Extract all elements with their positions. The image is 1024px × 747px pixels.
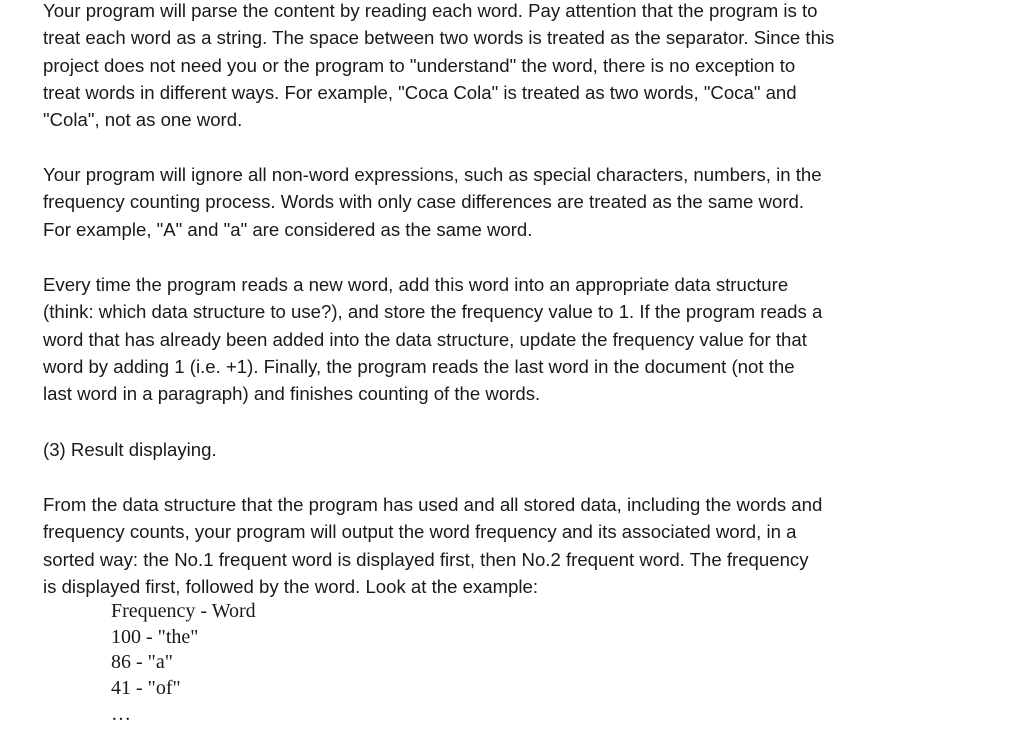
example-ellipsis: … — [111, 703, 132, 725]
text-line: From the data structure that the program has used and all stored data, including the words and — [43, 494, 823, 515]
text-line: treat words in different ways. For example, "Coca Cola" is treated as two words, "Coca" and — [43, 81, 797, 103]
text-line: "Cola", not as one word. — [43, 109, 243, 131]
text-line: Every time the program reads a new word, add this word into an appropriate data structure — [43, 274, 789, 295]
section-heading-result-displaying — [43, 436, 217, 463]
text-line: frequency counting process. Words with only case differences are treated as the same word. — [43, 191, 805, 213]
section-heading: (3) Result displaying. — [43, 439, 217, 460]
text-line: is displayed first, followed by the word. Look at the example: — [43, 575, 539, 597]
paragraph-counting — [43, 271, 822, 407]
text-line: project does not need you or the program to "understand" the word, there is no exception to — [43, 54, 796, 76]
text-line: word that has already been added into the data structure, update the frequency value for that — [43, 328, 807, 350]
paragraph-ignore-non-words — [43, 161, 822, 243]
text-line: frequency counts, your program will output the word frequency and its associated word, in a — [43, 521, 797, 543]
paragraph-output — [43, 491, 822, 600]
example-row: 100 - "the" — [111, 625, 199, 648]
text-line: Your program will ignore all non-word expressions, such as special characters, numbers, in the — [43, 164, 822, 185]
text-line: last word in a paragraph) and finishes counting of the words. — [43, 383, 541, 405]
example-row: 41 - "of" — [111, 676, 181, 699]
text-line: (think: which data structure to use?), and store the frequency value to 1. If the program reads a — [43, 301, 823, 323]
text-line: sorted way: the No.1 frequent word is displayed first, then No.2 frequent word. The frequency — [43, 548, 809, 570]
example-output-block — [111, 599, 256, 725]
example-header: Frequency - Word — [111, 600, 256, 622]
text-line: treat each word as a string. The space between two words is treated as the separator. Since this — [43, 27, 835, 49]
example-row: 86 - "a" — [111, 651, 173, 673]
text-line: For example, "A" and "a" are considered as the same word. — [43, 218, 533, 240]
text-line: Your program will parse the content by reading each word. Pay attention that the program is to — [43, 0, 818, 21]
paragraph-parsing — [43, 0, 834, 133]
text-line: word by adding 1 (i.e. +1). Finally, the program reads the last word in the document (not the — [43, 355, 795, 377]
